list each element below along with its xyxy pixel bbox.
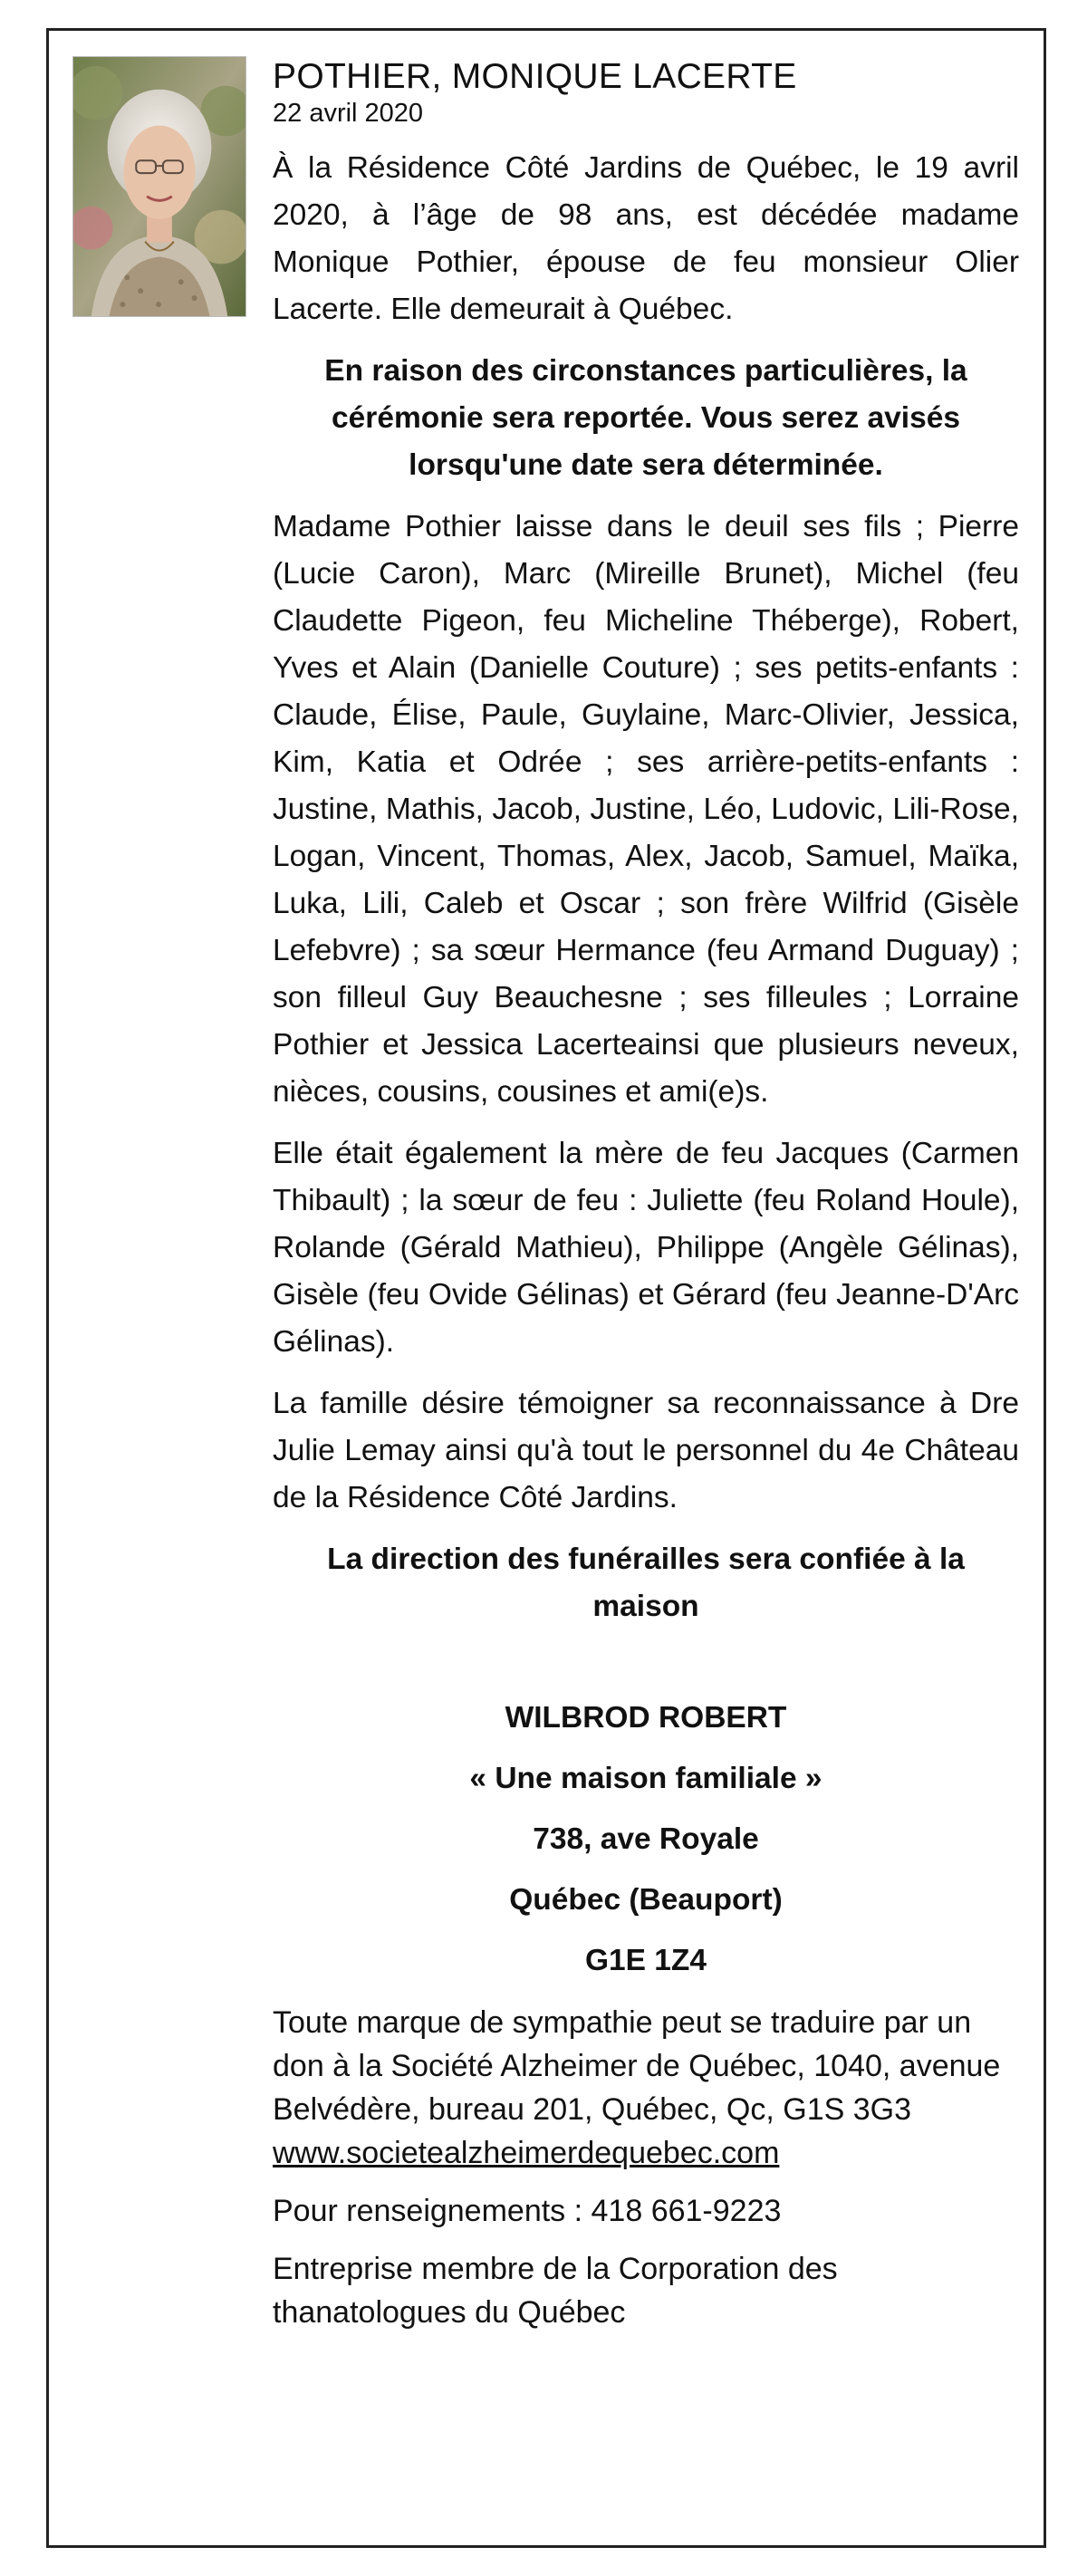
obituary-content — [273, 56, 1019, 2349]
donation-link[interactable]: www.societealzheimerdequebec.com — [273, 2136, 780, 2170]
publication-date: 22 avril 2020 — [273, 99, 424, 128]
family-paragraph: Madame Pothier laisse dans le deuil ses fils ; Pierre (Lucie Caron), Marc (Mireille Brunet), Michel (feu Claudette Pigeon, feu Micheline Théberge), Robert, Yves et Alain (Danielle Couture) ; ses petits-enfants : Claude, Élise, Paule, Guylaine, Marc-Olivier, Jessica, Kim, Katia et Odrée ; ses arrière-petits-enfants : Justine, Mathis, Jacob, Justine, Léo, Ludovic, Lili-Rose, Logan, Vincent, Thomas, Alex, Jacob, Samuel, Maïka, Luka, Lili, Caleb et Oscar ; son frère Wilfrid (Gisèle Lefebvre) ; sa sœur Hermance (feu Armand Duguay) ; son filleul Guy Beauchesne ; ses filleules ; Lorraine Pothier et Jessica Lacerteainsi que plusieurs neveux, nièces, cousins, cousines et ami(e)s. — [273, 510, 1019, 1109]
membership-info: Entreprise membre de la Corporation des thanatologues du Québec — [273, 2252, 838, 2330]
thanks-paragraph: La famille désire témoigner sa reconnaissance à Dre Julie Lemay ainsi qu'à tout le personnel du 4e Château de la Résidence Côté Jardins. — [273, 1387, 1019, 1514]
predeceased-paragraph: Elle était également la mère de feu Jacques (Carmen Thibault) ; la sœur de feu : Juliette (feu Roland Houle), Rolande (Gérald Mathieu), Philippe (Angèle Gélinas), Gisèle (feu Ovide Gélinas) et Gérard (feu Jeanne-D'Arc Gélinas). — [273, 1137, 1019, 1359]
funeral-home-slogan: « Une maison familiale » — [469, 1762, 822, 1795]
intro-paragraph: À la Résidence Côté Jardins de Québec, le 19 avril 2020, à l’âge de 98 ans, est décédée madame Monique Pothier, épouse de feu monsieur Olier Lacerte. Elle demeurait à Québec. — [273, 151, 1019, 326]
direction-notice: La direction des funérailles sera confiée à la maison — [327, 1543, 965, 1623]
funeral-home-address: 738, ave Royale — [533, 1822, 759, 1856]
funeral-home-city: Québec (Beauport) — [509, 1883, 783, 1917]
donation-text: Toute marque de sympathie peut se traduire par un don à la Société Alzheimer de Québec, 1040, avenue Belvédère, bureau 201, Québec, Qc, G1S 3G3 — [273, 2005, 1001, 2127]
deceased-name: POTHIER, MONIQUE LACERTE — [273, 57, 797, 96]
ceremony-notice: En raison des circonstances particulières, la cérémonie sera reportée. Vous serez avisés lorsqu'une date sera déterminée. — [324, 354, 967, 482]
contact-info: Pour renseignements : 418 661-9223 — [273, 2194, 782, 2228]
portrait-photo — [72, 56, 246, 317]
donation-paragraph — [273, 2001, 1019, 2175]
funeral-home-name: WILBROD ROBERT — [505, 1701, 787, 1735]
funeral-home-postal: G1E 1Z4 — [584, 1944, 707, 1977]
